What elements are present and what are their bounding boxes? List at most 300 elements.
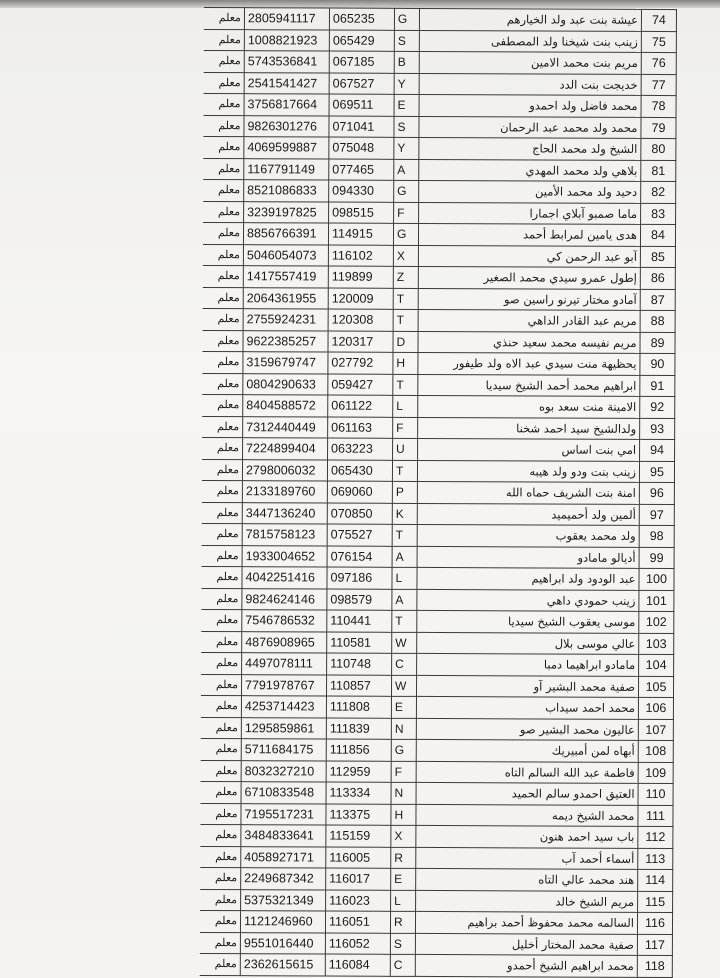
name-cell: محمد الشيخ ديمه <box>416 804 638 826</box>
role-cell: معلم <box>202 437 243 459</box>
table-row <box>201 674 674 698</box>
name-cell: آمادو مختار تيرنو راسين صو <box>418 288 640 310</box>
phone-cell: 2362615615 <box>240 954 325 976</box>
code-cell: 094330 <box>329 180 394 202</box>
letter-cell: T <box>392 460 417 482</box>
name-cell: مريم بنت محمد الامين <box>419 51 641 73</box>
code-cell: 077465 <box>329 159 394 181</box>
name-cell: الامينة منت سعد بوه <box>418 395 640 417</box>
letter-cell: G <box>394 8 419 30</box>
code-cell: 071041 <box>329 116 394 138</box>
number-cell: 92 <box>640 396 675 418</box>
table-row <box>203 287 676 311</box>
role-cell: معلم <box>201 588 242 610</box>
table-row <box>204 50 677 74</box>
role-cell: معلم <box>200 846 241 868</box>
code-cell: 110857 <box>326 675 391 697</box>
code-cell: 097186 <box>327 567 392 589</box>
role-cell: معلم <box>202 523 243 545</box>
letter-cell: L <box>393 395 418 417</box>
role-cell: معلم <box>204 7 245 29</box>
role-cell: معلم <box>200 953 241 975</box>
name-cell: دحيد ولد محمد الأمين <box>419 180 641 202</box>
table-row <box>202 394 675 418</box>
number-cell: 89 <box>640 332 675 354</box>
table-row <box>202 330 675 354</box>
number-cell: 79 <box>641 117 676 139</box>
letter-cell: U <box>393 438 418 460</box>
role-cell: معلم <box>200 824 241 846</box>
letter-cell: C <box>390 954 415 976</box>
role-cell: معلم <box>200 803 241 825</box>
letter-cell: K <box>392 503 417 525</box>
table-row <box>202 351 675 375</box>
number-cell: 112 <box>638 826 673 848</box>
code-cell: 069060 <box>327 481 392 503</box>
code-cell: 113375 <box>326 804 391 826</box>
role-cell: معلم <box>203 158 244 180</box>
name-cell: ولدالشيخ سيد احمد شخنا <box>418 417 640 439</box>
phone-cell: 1933004652 <box>242 545 327 567</box>
letter-cell: A <box>392 589 417 611</box>
number-cell: 94 <box>640 439 675 461</box>
role-cell: معلم <box>201 609 242 631</box>
name-cell: خديجت بنت الدد <box>419 73 641 95</box>
number-cell: 74 <box>641 9 676 31</box>
phone-cell: 9824624146 <box>242 588 327 610</box>
role-cell: معلم <box>202 373 243 395</box>
phone-cell: 4253714423 <box>241 696 326 718</box>
letter-cell: R <box>391 847 416 869</box>
number-cell: 110 <box>638 783 673 805</box>
role-cell: معلم <box>203 287 244 309</box>
table-row <box>200 910 673 934</box>
phone-cell: 2541541427 <box>244 72 329 94</box>
role-cell: معلم <box>204 72 245 94</box>
table-row <box>202 502 675 526</box>
name-cell: فاطمة عبد الله السالم التاه <box>416 761 638 783</box>
number-cell: 88 <box>640 310 675 332</box>
number-cell: 76 <box>641 52 676 74</box>
number-cell: 84 <box>640 224 675 246</box>
role-cell: معلم <box>203 265 244 287</box>
role-cell: معلم <box>201 695 242 717</box>
number-cell: 103 <box>639 633 674 655</box>
letter-cell: H <box>391 804 416 826</box>
name-cell: ألمين ولد أحميميد <box>417 503 639 525</box>
letter-cell: X <box>391 825 416 847</box>
table-row <box>203 136 676 160</box>
letter-cell: N <box>391 782 416 804</box>
code-cell: 098579 <box>327 589 392 611</box>
phone-cell: 7546786532 <box>242 610 327 632</box>
letter-cell: S <box>394 30 419 52</box>
letter-cell: P <box>392 481 417 503</box>
role-cell: معلم <box>202 545 243 567</box>
role-cell: معلم <box>202 459 243 481</box>
table-row <box>203 308 676 332</box>
phone-cell: 3756817664 <box>244 94 329 116</box>
table-row <box>201 631 674 655</box>
table-row <box>200 824 673 848</box>
name-cell: هند محمد عالي التاه <box>416 868 638 890</box>
phone-cell: 5711684175 <box>241 739 326 761</box>
letter-cell: T <box>392 524 417 546</box>
code-cell: 116084 <box>325 954 390 976</box>
phone-cell: 7815758123 <box>242 524 327 546</box>
number-cell: 116 <box>637 912 672 934</box>
code-cell: 067185 <box>329 51 394 73</box>
letter-cell: L <box>392 567 417 589</box>
number-cell: 78 <box>641 95 676 117</box>
name-cell: ماما صمبو آبلاي اجمارا <box>419 202 641 224</box>
letter-cell: G <box>394 180 419 202</box>
code-cell: 116051 <box>325 911 390 933</box>
code-cell: 116017 <box>326 868 391 890</box>
table-row <box>201 566 674 590</box>
phone-cell: 7791978767 <box>241 674 326 696</box>
table-row <box>202 373 675 397</box>
phone-cell: 1417557419 <box>243 266 328 288</box>
number-cell: 80 <box>641 138 676 160</box>
role-cell: معلم <box>203 308 244 330</box>
phone-cell: 2064361955 <box>243 287 328 309</box>
phone-cell: 4876908965 <box>242 631 327 653</box>
role-cell: معلم <box>201 760 242 782</box>
table-row <box>203 201 676 225</box>
number-cell: 91 <box>640 375 675 397</box>
phone-cell: 1121246960 <box>240 911 325 933</box>
name-cell: عاليون محمد البشير صو <box>416 718 638 740</box>
table-row <box>202 459 675 483</box>
number-cell: 77 <box>641 74 676 96</box>
code-cell: 120009 <box>328 288 393 310</box>
phone-cell: 2755924231 <box>243 309 328 331</box>
name-cell: عيشة بنت عبد ولد الخيارهم <box>419 8 641 30</box>
code-cell: 061122 <box>328 395 393 417</box>
role-cell: معلم <box>202 416 243 438</box>
name-cell: امنة بنت الشريف حماه الله <box>417 481 639 503</box>
role-cell: معلم <box>202 351 243 373</box>
phone-cell: 8521086833 <box>244 180 329 202</box>
role-cell: معلم <box>203 136 244 158</box>
number-cell: 93 <box>640 418 675 440</box>
table-row <box>201 760 674 784</box>
table-row <box>200 867 673 891</box>
table-row <box>200 803 673 827</box>
code-cell: 075527 <box>327 524 392 546</box>
table-row <box>201 781 674 805</box>
phone-cell: 6710833548 <box>241 782 326 804</box>
name-cell: بلاهي ولد محمد المهدي <box>419 159 641 181</box>
code-cell: 059427 <box>328 374 393 396</box>
number-cell: 87 <box>640 289 675 311</box>
role-cell: معلم <box>204 50 245 72</box>
phone-cell: 1167791149 <box>244 158 329 180</box>
code-cell: 113334 <box>326 782 391 804</box>
table-row <box>200 846 673 870</box>
letter-cell: R <box>390 911 415 933</box>
phone-cell: 4069599887 <box>244 137 329 159</box>
number-cell: 106 <box>638 697 673 719</box>
table-row <box>202 480 675 504</box>
phone-cell: 8856766391 <box>243 223 328 245</box>
number-cell: 97 <box>639 504 674 526</box>
table-row <box>203 265 676 289</box>
code-cell: 110581 <box>327 632 392 654</box>
number-cell: 96 <box>639 482 674 504</box>
code-cell: 116023 <box>326 890 391 912</box>
code-cell: 110748 <box>327 653 392 675</box>
name-cell: أبهاه لمن أمبيريك <box>416 739 638 761</box>
role-cell: معلم <box>202 502 243 524</box>
code-cell: 065430 <box>327 460 392 482</box>
number-cell: 108 <box>638 740 673 762</box>
phone-cell: 9826301276 <box>244 115 329 137</box>
table-row <box>204 72 677 96</box>
role-cell: معلم <box>203 201 244 223</box>
phone-cell: 8032327210 <box>241 760 326 782</box>
number-cell: 109 <box>638 762 673 784</box>
name-cell: أديالو مامادو <box>417 546 639 568</box>
number-cell: 75 <box>641 31 676 53</box>
role-cell: معلم <box>200 889 241 911</box>
role-cell: معلم <box>202 480 243 502</box>
letter-cell: T <box>393 309 418 331</box>
table-row <box>201 652 674 676</box>
table-row <box>203 222 676 246</box>
code-cell: 111808 <box>326 696 391 718</box>
name-cell: موسى يعقوب الشيخ سيديا <box>417 610 639 632</box>
code-cell: 114915 <box>328 223 393 245</box>
role-cell: معلم <box>204 93 245 115</box>
letter-cell: S <box>394 116 419 138</box>
role-cell: معلم <box>202 330 243 352</box>
code-cell: 065235 <box>329 8 394 30</box>
table-row <box>202 523 675 547</box>
phone-cell: 2805941117 <box>244 8 329 30</box>
number-cell: 107 <box>638 719 673 741</box>
letter-cell: F <box>391 761 416 783</box>
name-cell: يحظيهة منت سيدي عبد الاه ولد طيفور <box>418 352 640 374</box>
phone-cell: 2798006032 <box>242 459 327 481</box>
role-cell: معلم <box>200 910 241 932</box>
table-row <box>204 7 677 31</box>
code-cell: 112959 <box>326 761 391 783</box>
phone-cell: 1008821923 <box>244 29 329 51</box>
code-cell: 116005 <box>326 847 391 869</box>
code-cell: 061163 <box>328 417 393 439</box>
name-cell: آبو عبد الرحمن كي <box>418 245 640 267</box>
letter-cell: X <box>393 245 418 267</box>
name-cell: زينب بنت شيخنا ولد المصطفى <box>419 30 641 52</box>
code-cell: 069511 <box>329 94 394 116</box>
phone-cell: 7224899404 <box>243 438 328 460</box>
role-cell: معلم <box>204 29 245 51</box>
letter-cell: A <box>394 159 419 181</box>
table-row <box>203 244 676 268</box>
teacher-table <box>200 7 677 978</box>
role-cell: معلم <box>201 631 242 653</box>
letter-cell: C <box>392 653 417 675</box>
number-cell: 95 <box>639 461 674 483</box>
phone-cell: 3239197825 <box>244 201 329 223</box>
name-cell: عبد الودود ولد ابراهيم <box>417 567 639 589</box>
number-cell: 85 <box>640 246 675 268</box>
table-row <box>202 437 675 461</box>
name-cell: محمد ولد محمد عبد الرحمان <box>419 116 641 138</box>
name-cell: محمد فاضل ولد احمدو <box>419 94 641 116</box>
role-cell: معلم <box>201 566 242 588</box>
role-cell: معلم <box>201 781 242 803</box>
code-cell: 075048 <box>329 137 394 159</box>
code-cell: 070850 <box>327 503 392 525</box>
name-cell: مريم الشيخ خالد <box>416 890 638 912</box>
name-cell: زينب بنت ودو ولد هيبه <box>417 460 639 482</box>
phone-cell: 9551016440 <box>240 932 325 954</box>
table-row <box>201 738 674 762</box>
name-cell: السالمه محمد محفوظ أحمد براهيم <box>415 911 637 933</box>
number-cell: 90 <box>640 353 675 375</box>
number-cell: 105 <box>638 676 673 698</box>
phone-cell: 5375321349 <box>241 889 326 911</box>
number-cell: 86 <box>640 267 675 289</box>
table-row <box>200 953 673 977</box>
number-cell: 98 <box>639 525 674 547</box>
code-cell: 110441 <box>327 610 392 632</box>
name-cell: صفية محمد المختار أخليل <box>415 933 637 955</box>
teacher-table-body <box>200 7 677 977</box>
table-row <box>202 416 675 440</box>
table-row <box>201 609 674 633</box>
phone-cell: 1295859861 <box>241 717 326 739</box>
role-cell: معلم <box>201 652 242 674</box>
name-cell: عالي موسى بلال <box>417 632 639 654</box>
role-cell: معلم <box>200 932 241 954</box>
name-cell: باب سيد احمد هنون <box>416 825 638 847</box>
role-cell: معلم <box>201 674 242 696</box>
letter-cell: E <box>391 868 416 890</box>
role-cell: معلم <box>203 179 244 201</box>
role-cell: معلم <box>202 394 243 416</box>
number-cell: 111 <box>638 805 673 827</box>
letter-cell: Z <box>393 266 418 288</box>
table-row <box>200 932 673 956</box>
role-cell: معلم <box>201 738 242 760</box>
number-cell: 102 <box>639 611 674 633</box>
number-cell: 118 <box>637 955 672 977</box>
code-cell: 098515 <box>329 202 394 224</box>
number-cell: 114 <box>638 869 673 891</box>
role-cell: معلم <box>201 717 242 739</box>
letter-cell: G <box>391 739 416 761</box>
letter-cell: Y <box>394 73 419 95</box>
letter-cell: F <box>393 417 418 439</box>
name-cell: ابراهيم محمد أحمد الشيخ سيديا <box>418 374 640 396</box>
number-cell: 113 <box>638 848 673 870</box>
table-row <box>202 545 675 569</box>
table-row <box>203 158 676 182</box>
phone-cell: 2249687342 <box>241 868 326 890</box>
phone-cell: 4058927171 <box>241 846 326 868</box>
role-cell: معلم <box>203 244 244 266</box>
phone-cell: 4497078111 <box>242 653 327 675</box>
name-cell: هدى يامين لمرابط أحمد <box>418 223 640 245</box>
role-cell: معلم <box>203 115 244 137</box>
number-cell: 104 <box>639 654 674 676</box>
name-cell: صفية محمد البشير آو <box>416 675 638 697</box>
letter-cell: T <box>392 610 417 632</box>
name-cell: مامادو ابراهيما دمبا <box>417 653 639 675</box>
phone-cell: 8404588572 <box>243 395 328 417</box>
code-cell: 027792 <box>328 352 393 374</box>
letter-cell: Y <box>394 137 419 159</box>
letter-cell: W <box>391 675 416 697</box>
code-cell: 067527 <box>329 73 394 95</box>
table-row <box>203 179 676 203</box>
role-cell: معلم <box>203 222 244 244</box>
letter-cell: E <box>394 94 419 116</box>
number-cell: 99 <box>639 547 674 569</box>
letter-cell: H <box>393 352 418 374</box>
table-row <box>204 29 677 53</box>
letter-cell: N <box>391 718 416 740</box>
phone-cell: 9622385257 <box>243 330 328 352</box>
table-row <box>204 93 677 117</box>
name-cell: أسماء أحمد آب <box>416 847 638 869</box>
phone-cell: 5046054073 <box>243 244 328 266</box>
code-cell: 116102 <box>328 245 393 267</box>
letter-cell: A <box>392 546 417 568</box>
name-cell: امي بنت اساس <box>418 438 640 460</box>
number-cell: 115 <box>638 891 673 913</box>
phone-cell: 3484833641 <box>241 825 326 847</box>
name-cell: مريم عبد القادر الداهي <box>418 309 640 331</box>
phone-cell: 4042251416 <box>242 567 327 589</box>
code-cell: 063223 <box>328 438 393 460</box>
code-cell: 115159 <box>326 825 391 847</box>
name-cell: مريم نفيسه محمد سعيد حنذي <box>418 331 640 353</box>
code-cell: 111856 <box>326 739 391 761</box>
letter-cell: W <box>392 632 417 654</box>
letter-cell: T <box>393 288 418 310</box>
number-cell: 81 <box>641 160 676 182</box>
phone-cell: 3159679747 <box>243 352 328 374</box>
name-cell: محمد احمد سيداب <box>416 696 638 718</box>
number-cell: 101 <box>639 590 674 612</box>
code-cell: 120317 <box>328 331 393 353</box>
code-cell: 120308 <box>328 309 393 331</box>
phone-cell: 5743536841 <box>244 51 329 73</box>
number-cell: 82 <box>641 181 676 203</box>
phone-cell: 2133189760 <box>242 481 327 503</box>
number-cell: 117 <box>637 934 672 956</box>
code-cell: 065429 <box>329 30 394 52</box>
letter-cell: F <box>394 202 419 224</box>
letter-cell: B <box>394 51 419 73</box>
table-row <box>200 889 673 913</box>
role-cell: معلم <box>200 867 241 889</box>
name-cell: محمد ابراهيم الشيخ أحمدو <box>415 954 637 976</box>
table-row <box>201 588 674 612</box>
letter-cell: L <box>391 890 416 912</box>
table-row <box>203 115 676 139</box>
phone-cell: 7195517231 <box>241 803 326 825</box>
name-cell: زينب حمودي داهي <box>417 589 639 611</box>
letter-cell: G <box>393 223 418 245</box>
table-row <box>201 717 674 741</box>
code-cell: 076154 <box>327 546 392 568</box>
